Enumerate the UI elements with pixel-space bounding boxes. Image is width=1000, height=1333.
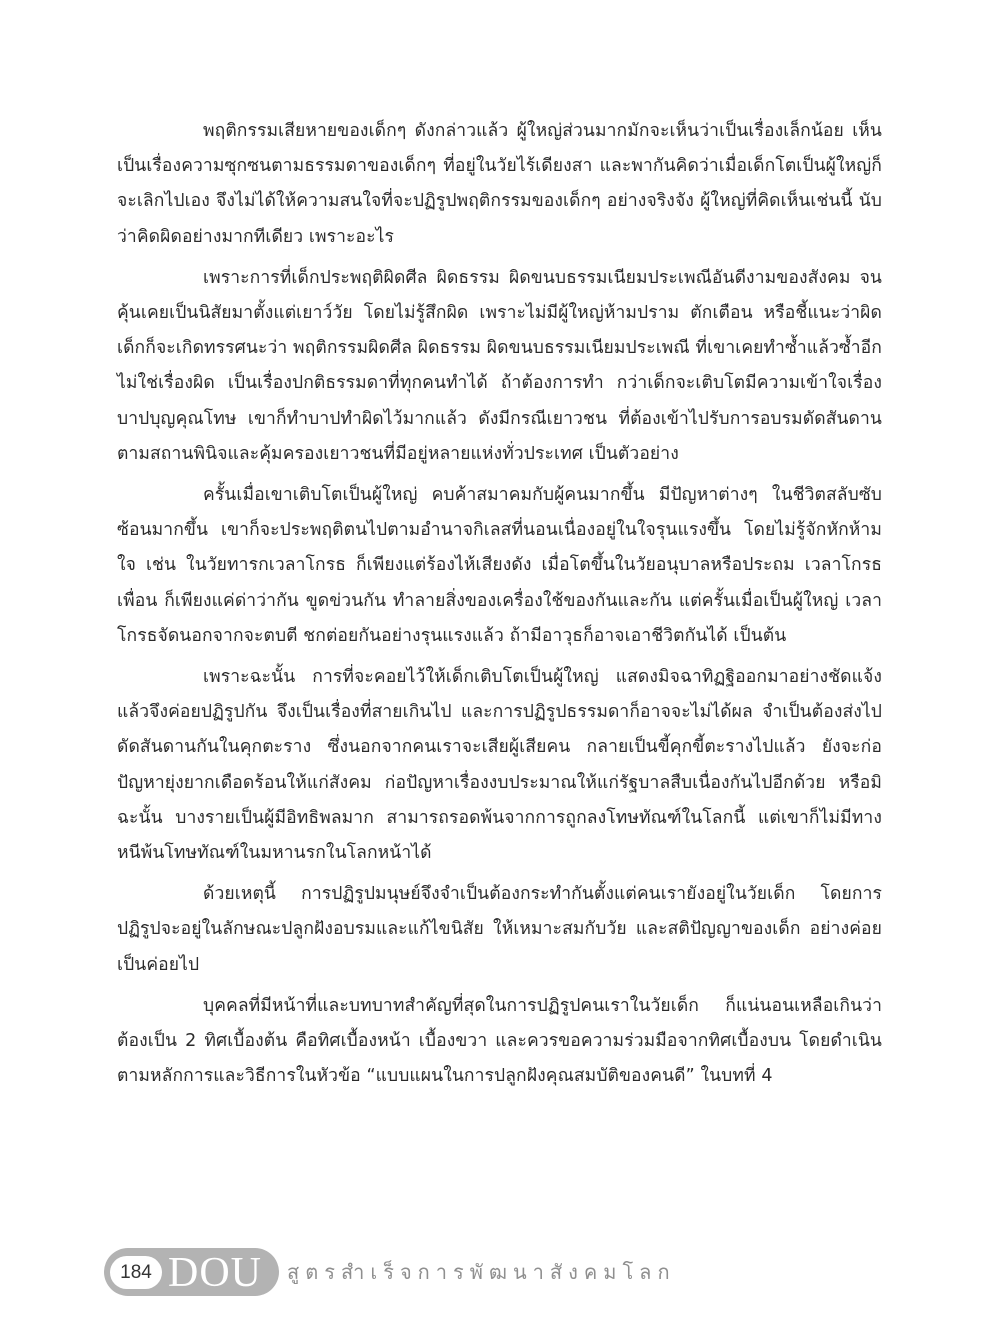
series-title: สูตรสำเร็จการพัฒนาสังคมโลก xyxy=(287,1260,676,1284)
page-body xyxy=(117,114,882,1100)
paragraph-6: บุคคลที่มีหน้าที่และบทบาทสำคัญที่สุดในการปฏิรูปคนเราในวัยเด็ก ก็แน่นอนเหลือเกินว่า ต้องเป็น 2 ทิศเบื้องต้น คือทิศเบื้องหน้า เบื้องขวา และควรขอความร่วมมือจากทิศเบื้องบน โดยดำเนินตามหลักการและวิธีการในหัวข้อ “แบบแผนในการปลูกฝังคุณสมบัติของคนดี” ในบทที่ 4 xyxy=(117,995,882,1087)
paragraph-5: ด้วยเหตุนี้ การปฏิรูปมนุษย์จึงจำเป็นต้องกระทำกันตั้งแต่คนเรายังอยู่ในวัยเด็ก โดยการปฏิรูปจะอยู่ในลักษณะปลูกฝังอบรมและแก้ไขนิสัย ให้เหมาะสมกับวัย และสติปัญญาของเด็ก อย่างค่อยเป็นค่อยไป xyxy=(117,884,882,975)
paragraph-3: ครั้นเมื่อเขาเติบโตเป็นผู้ใหญ่ คบค้าสมาคมกับผู้คนมากขึ้น มีปัญหาต่างๆ ในชีวิตสลับซับซ้อนมากขึ้น เขาก็จะประพฤติตนไปตามอำนาจกิเลสที่นอนเนื่องอยู่ในใจรุนแรงขึ้น โดยไม่รู้จักหักห้ามใจ เช่น ในวัยทารกเวลาโกรธ ก็เพียงแต่ร้องไห้เสียงดัง เมื่อโตขึ้นในวัยอนุบาลหรือประถม เวลาโกรธเพื่อน ก็เพียงแค่ด่าว่ากัน ขูดข่วนกัน ทำลายสิ่งของเครื่องใช้ของกันและกัน แต่ครั้นเมื่อเป็นผู้ใหญ่ เวลาโกรธจัดนอกจากจะตบตี ชกต่อยกันอย่างรุนแรงแล้ว ถ้ามีอาวุธก็อาจเอาชีวิตกันได้ เป็นต้น xyxy=(117,485,882,646)
paragraph-2: เพราะการที่เด็กประพฤติผิดศีล ผิดธรรม ผิดขนบธรรมเนียมประเพณีอันดีงามของสังคม จนคุ้นเคยเป็นนิสัยมาตั้งแต่เยาว์วัย โดยไม่รู้สึกผิด เพราะไม่มีผู้ใหญ่ห้ามปราม ตักเตือน หรือชี้แนะว่าผิด เด็กก็จะเกิดทรรศนะว่า พฤติกรรมผิดศีล ผิดธรรม ผิดขนบธรรมเนียมประเพณี ที่เขาเคยทำซ้ำแล้วซ้ำอีก ไม่ใช่เรื่องผิด เป็นเรื่องปกติธรรมดาที่ทุกคนทำได้ ถ้าต้องการทำ กว่าเด็กจะเติบโตมีความเข้าใจเรื่องบาปบุญคุณโทษ เขาก็ทำบาปทำผิดไว้มากแล้ว ดังมีกรณีเยาวชน ที่ต้องเข้าไปรับการอบรมดัดสันดาน ตามสถานพินิจและคุ้มครองเยาวชนที่มีอยู่หลายแห่งทั่วประเทศ เป็นตัวอย่าง xyxy=(117,267,882,464)
dou-logo: DOU xyxy=(168,1250,262,1296)
page-footer xyxy=(104,1248,684,1296)
page-number: 184 xyxy=(110,1256,162,1289)
footer-badge xyxy=(104,1248,279,1296)
paragraph-4: เพราะฉะนั้น การที่จะคอยไว้ให้เด็กเติบโตเป็นผู้ใหญ่ แสดงมิจฉาทิฏฐิออกมาอย่างชัดแจ้งแล้วจึงค่อยปฏิรูปกัน จึงเป็นเรื่องที่สายเกินไป และการปฏิรูปธรรมดาก็อาจจะไม่ได้ผล จำเป็นต้องส่งไปดัดสันดานกันในคุกตะราง ซึ่งนอกจากคนเราจะเสียผู้เสียคน กลายเป็นขี้คุกขี้ตะรางไปแล้ว ยังจะก่อปัญหายุ่งยากเดือดร้อนให้แก่สังคม ก่อปัญหาเรื่องงบประมาณให้แก่รัฐบาลสืบเนื่องกันไปอีกด้วย หรือมิฉะนั้น บางรายเป็นผู้มีอิทธิพลมาก สามารถรอดพ้นจากการถูกลงโทษทัณฑ์ในโลกนี้ แต่เขาก็ไม่มีทางหนีพ้นโทษทัณฑ์ในมหานรกในโลกหน้าได้ xyxy=(117,667,882,864)
paragraph-1: พฤติกรรมเสียหายของเด็กๆ ดังกล่าวแล้ว ผู้ใหญ่ส่วนมากมักจะเห็นว่าเป็นเรื่องเล็กน้อย เห็นเป็นเรื่องความซุกซนตามธรรมดาของเด็กๆ ที่อยู่ในวัยไร้เดียงสา และพากันคิดว่าเมื่อเด็กโตเป็นผู้ใหญ่ก็จะเลิกไปเอง จึงไม่ได้ให้ความสนใจที่จะปฏิรูปพฤติกรรมของเด็กๆ อย่างจริงจัง ผู้ใหญ่ที่คิดเห็นเช่นนี้ นับว่าคิดผิดอย่างมากทีเดียว เพราะอะไร xyxy=(117,121,882,247)
